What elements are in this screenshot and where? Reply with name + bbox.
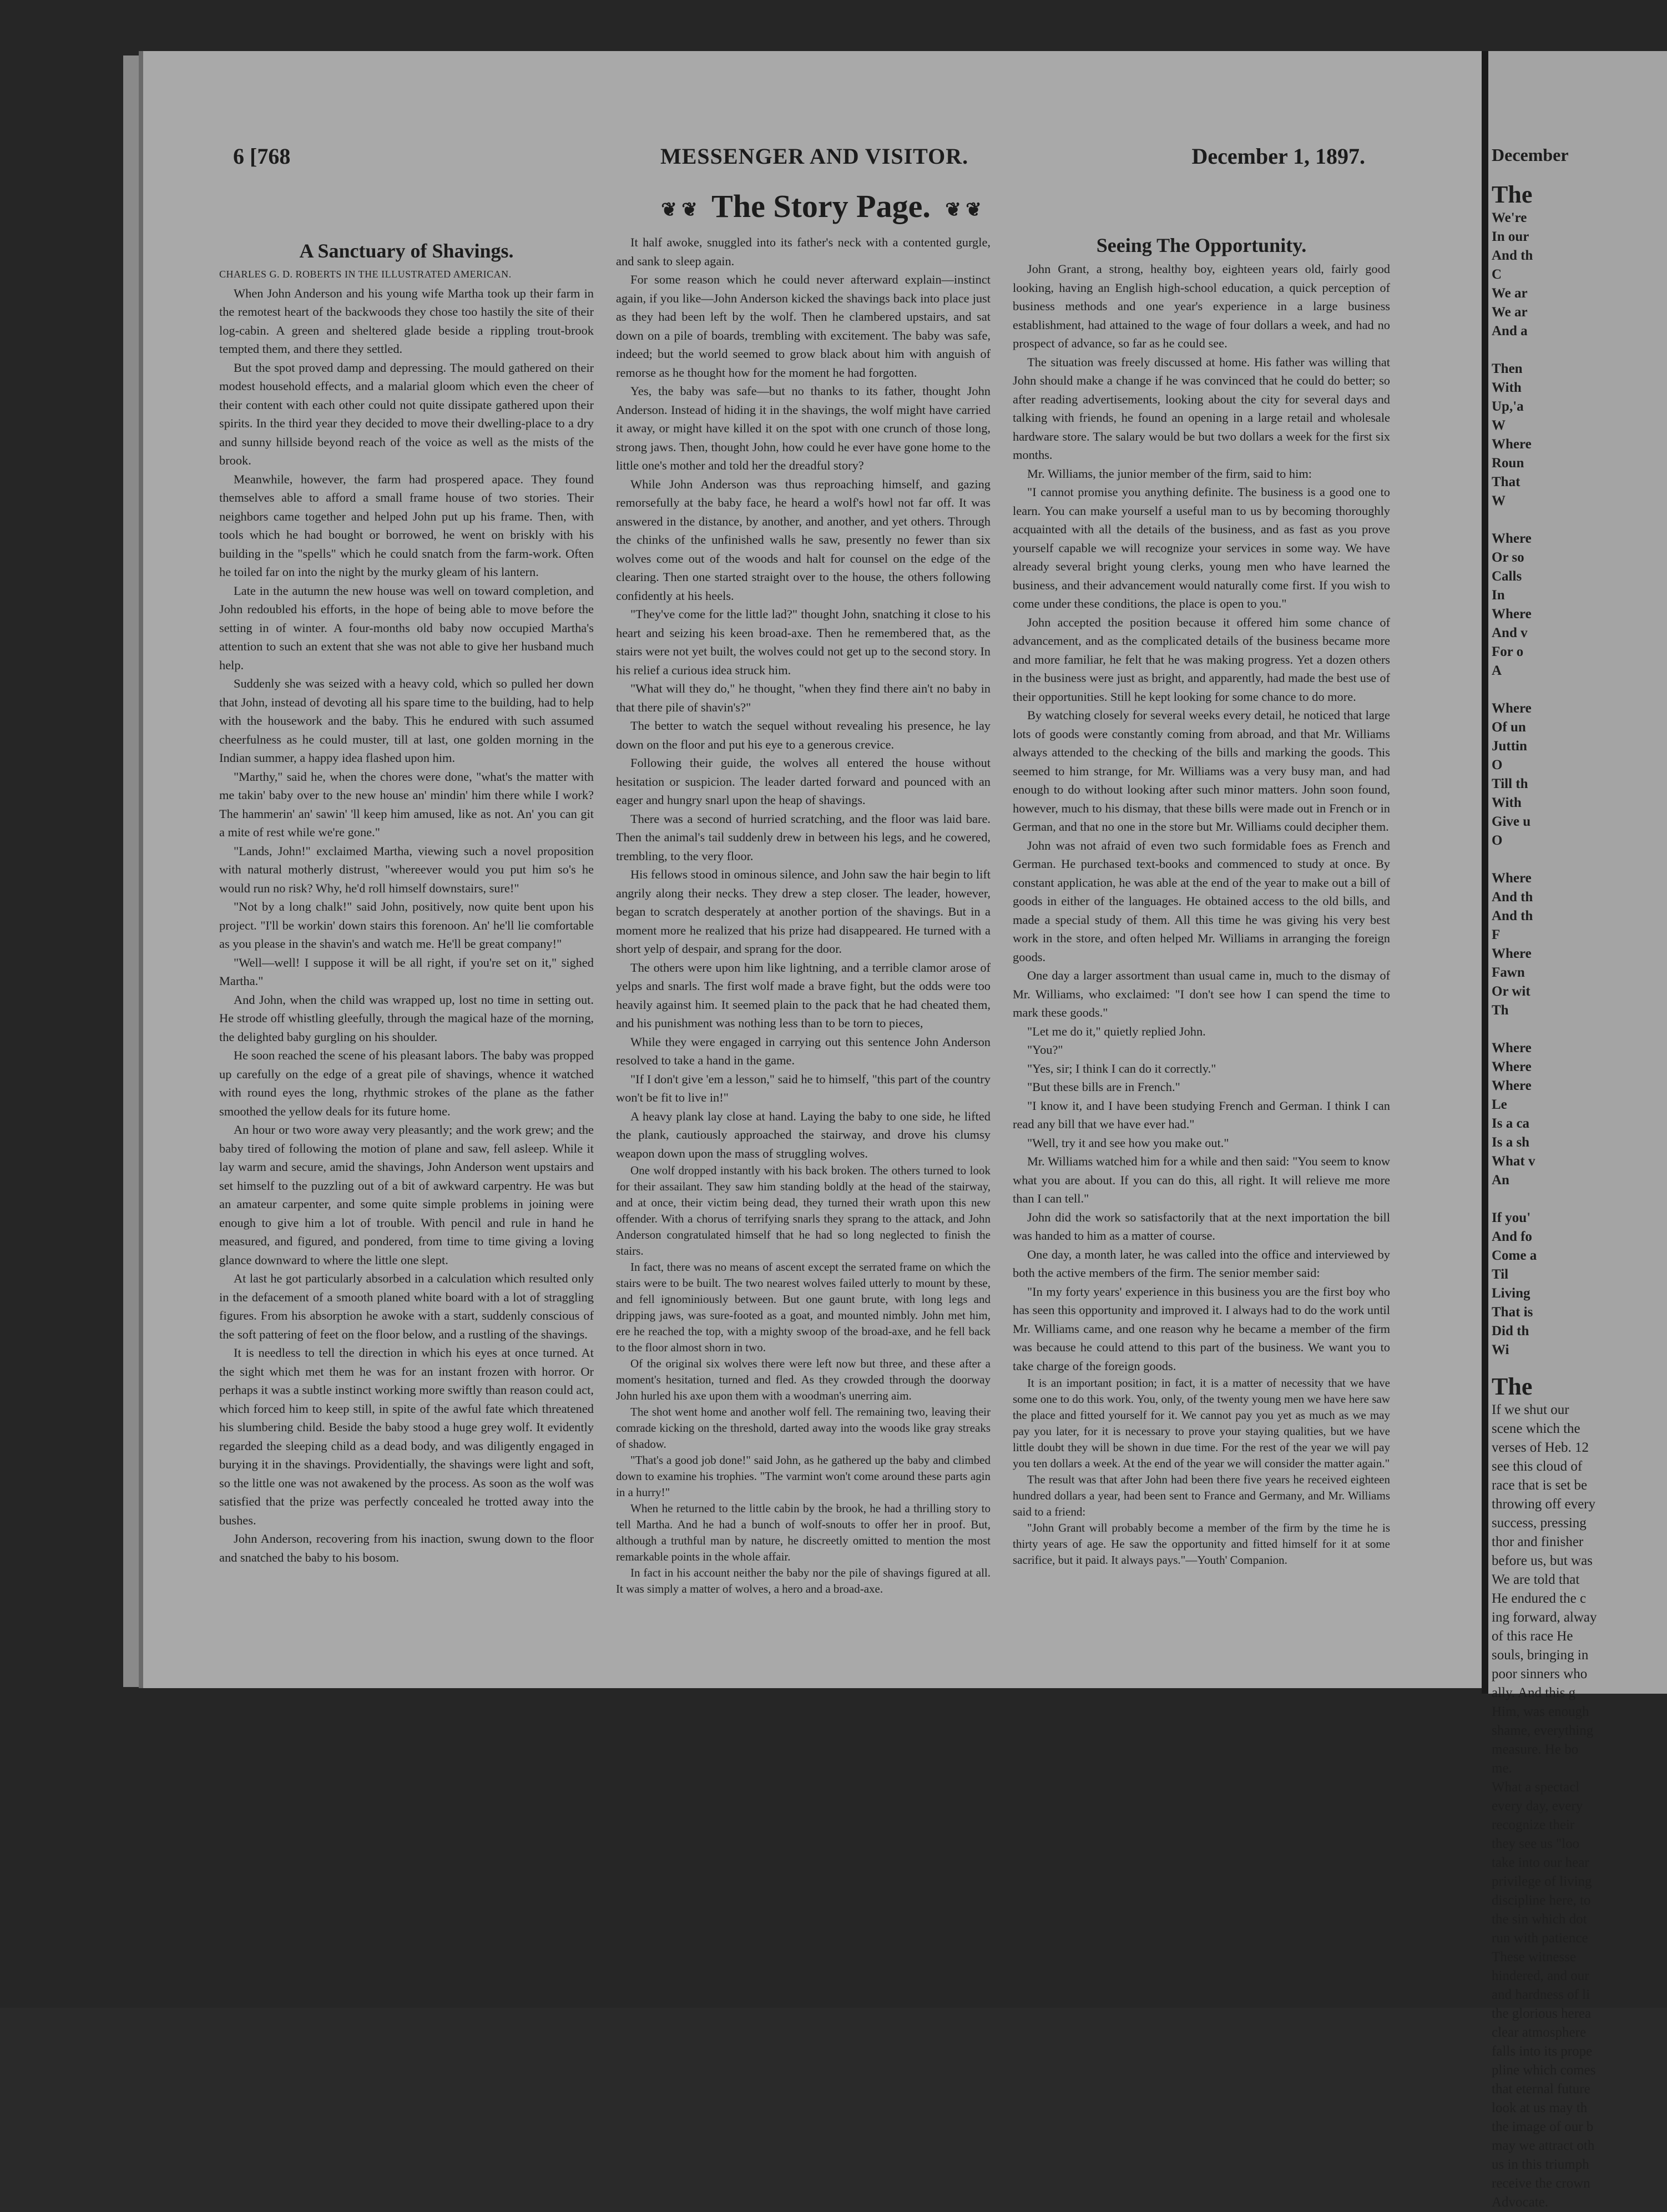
paragraph: John Anderson, recovering from his inaction, swung down to the floor and snatched the baby to his bosom. [219,1532,594,1564]
poem-line: And fo [1492,1229,1532,1244]
ornament-right-icon: ❦ ❦ [945,199,982,220]
paragraph: Suddenly she was seized with a heavy cold, which so pulled her down that John, instead of devoting all his spare time to the building, had to help with the housework and the baby. This he endured with such assumed cheerfulness as he could muster, till at last, one golden morning in the Indian summer, a happy idea flashed upon him. [219,676,594,765]
prose-line: recognize their [1492,1817,1575,1832]
poem-line: Where [1492,871,1532,886]
poem-line: Till th [1492,776,1528,791]
paragraph: Mr. Williams watched him for a while and then said: "You seem to know what you are about. If you can do this, all right. It will relieve me more than I can tell." [1013,1154,1390,1205]
prose-line: throwing off every [1492,1497,1595,1512]
paragraph: Mr. Williams, the junior member of the firm, said to him: [1027,466,1312,481]
poem-line: Where [1492,531,1532,546]
prose-line: take into our hear [1492,1855,1589,1870]
prose-line: of this race He [1492,1629,1573,1644]
paragraph: A heavy plank lay close at hand. Laying the baby to one side, he lifted the plank, cautiously approached the stairway, and drove his clumsy weapon down upon the mass of struggling wolves. [616,1109,991,1160]
paragraph: "But these bills are in French." [1027,1080,1180,1094]
adjacent-prose [1488,1401,1667,2212]
poem-line: In our [1492,229,1529,244]
adjacent-header: December [1492,145,1569,165]
prose-line: the sin which dot [1492,1912,1587,1927]
story-continuation-small [616,1163,991,1597]
poem-line: And v [1492,625,1528,640]
poem-line: C [1492,267,1502,282]
poem-line: Where [1492,701,1532,716]
prose-line: see this cloud of [1492,1459,1583,1474]
paragraph: Of the original six wolves there were left now but three, and these after a moment's hesitation, turned and fled. As they crowded through the doorway John hurled his axe upon them with a woodman's unerring aim. [616,1357,991,1402]
poem-line: Or wit [1492,984,1530,999]
paragraph: John did the work so satisfactorily that at the next importation the bill was handed to him as a matter of course. [1013,1210,1390,1243]
adjacent-title-2: The [1492,1373,1533,1400]
paragraph: He soon reached the scene of his pleasant labors. The baby was propped up carefully on the edge of a great pile of shavings, whence it watched with round eyes the long, rhythmic strokes of the plane as the father smoothed the yellow deals for its future home. [219,1048,594,1118]
paragraph: When John Anderson and his young wife Martha took up their farm in the remotest heart of the backwoods they chose too hastily the site of their log-cabin. A green and sheltered glade beside a rippling trout-brook tempted them, and there they settled. [219,286,594,356]
prose-line: every day, every [1492,1799,1583,1814]
prose-line: privilege of living [1492,1874,1592,1889]
poem-line: Come a [1492,1248,1537,1263]
prose-line: race that is set be [1492,1478,1588,1493]
poem-line: Is a sh [1492,1135,1530,1150]
poem-line: That [1492,474,1520,489]
story-continuation [616,233,991,1163]
prose-line: ing forward, alway [1492,1610,1597,1625]
prose-line: thor and finisher [1492,1534,1584,1549]
paragraph: "That's a good job done!" said John, as he gathered up the baby and climbed down to examine his trophies. "The varmint won't come around these parts agin in a hurry!" [616,1453,991,1499]
poem-line: If you' [1492,1210,1531,1225]
prose-line: shame, everything [1492,1723,1594,1738]
prose-line: He endured the c [1492,1591,1587,1606]
poem-line: Th [1492,1003,1509,1018]
paragraph: "You?" [1027,1043,1063,1057]
story-body [219,284,594,1567]
paragraph: "Let me do it," quietly replied John. [1027,1024,1206,1038]
section-title-text: The Story Page. [711,188,931,224]
paragraph: In fact in his account neither the baby nor the pile of shavings figured at all. It was simply a matter of wolves, a hero and a broad-axe. [616,1566,991,1595]
poem-line: Of un [1492,720,1526,735]
page-header [233,143,1365,176]
poem-line: F [1492,927,1501,942]
poem-line: W [1492,418,1506,433]
story-title: Seeing The Opportunity. [1096,234,1307,256]
section-title [599,188,1043,225]
paragraph: One day a larger assortment than usual came in, much to the dismay of Mr. Williams, who exclaimed: "I don't see how I can spend the time to mark these goods." [1013,968,1390,1019]
poem-line: O [1492,833,1503,848]
prose-line: verses of Heb. 12 [1492,1440,1589,1455]
prose-line: hindered, and our [1492,1968,1589,1983]
poem-line [1488,511,1667,529]
paragraph: It is needless to tell the direction in which his eyes at once turned. At the sight which met them he was for an instant frozen with horror. Or perhaps it was a subtle instinct working more swiftly than reason could act, which forced him to keep still, in spite of the awful fate which threatened his slumbering child. Beside the baby stood a huge grey wolf. It evidently regarded the sleeping child as a dead body, and was diligently engaged in burying it in the shavings. Providentially, the shavings were light and soft, so the little one was not awakened by the process. As soon as the wolf was satisfied that the prize was perfectly concealed he trotted away into the bushes. [219,1346,594,1527]
paragraph: Late in the autumn the new house was well on toward completion, and John redoubled his efforts, in the hope of being able to move before the setting in of winter. A four-months old baby now occupied Martha's attention to such an extent that she was not able to give her husband much help. [219,583,594,672]
paragraph: John was not afraid of even two such formidable foes as French and German. He purchased text-books and commenced to study at once. By constant application, he was able at the end of the year to make out a bill of goods in either of the languages. He obtained access to the old bills, and made a special study of them. All this time he was giving his very best work in the store, and often helped Mr. Williams in arranging the foreign goods. [1013,838,1390,964]
poem-line: Then [1492,361,1523,376]
paragraph: "John Grant will probably become a member of the firm by the time he is thirty years of age. He saw the opportunity and fitted himself for it at some sacrifice, but it paid. It always pays."—Youth' Companion. [1013,1521,1390,1567]
story-byline: CHARLES G. D. ROBERTS IN THE ILLUSTRATED AMERICAN. [219,269,512,280]
paragraph: Following their guide, the wolves all entered the house without hesitation or suspicion. The leader darted forward and pounced with an eager and hungry snarl upon the heap of shavings. [616,756,991,807]
prose-line: discipline here, to [1492,1893,1591,1908]
poem-line: What v [1492,1154,1535,1169]
prose-line: success, pressing [1492,1516,1587,1531]
paragraph: John Grant, a strong, healthy boy, eighteen years old, fairly good looking, having an English high-school education, a quick perception of business methods and one year's experience in a large business establishment, had attained to the wage of four dollars a week, and had no prospect of advance, so far as he could see. [1013,262,1390,350]
prose-line: clear atmosphere [1492,2025,1587,2040]
paragraph: The situation was freely discussed at home. His father was willing that John should make a change if he was convinced that he could do better; so after reading advertisements, looking about the city for several days and talking with friends, he found an opening in a large retail and wholesale hardware store. The salary would be but two dollars a week for the first six months. [1013,355,1390,462]
prose-line: We are told that [1492,1572,1580,1587]
prose-line: the glorious herea [1492,2006,1592,2021]
poem-line: With [1492,380,1522,395]
paragraph: "They've come for the little lad?" thought John, snatching it close to his heart and seizing his keen broad-axe. Then he remembered that, as the stairs were not yet built, the wolves could not get up to the second story. In his relief a curious idea struck him. [616,607,991,677]
paragraph: Yes, the baby was safe—but no thanks to its father, thought John Anderson. Instead of hiding it in the shavings, the wolf might have carried it away, or might have killed it on the spot with one crunch of those long, strong jaws. Then, thought John, how could he ever have gone home to the little one's mother and told her the dreadful story? [616,384,991,472]
paragraph: An hour or two wore away very pleasantly; and the work grew; and the baby tired of following the motion of plane and saw, fell asleep. While it lay warm and secure, amid the shavings, John Anderson went upstairs and set himself to the puzzling out of a bit of awkward carpentry. He was but an amateur carpenter, and some quite simple problems in joining were enough to give him a lot of trouble. With pencil and rule in hand he measured, and figured, and pondered, from time to time giving a loving glance downward to where the little one slept. [219,1123,594,1267]
poem-line: An [1492,1173,1509,1188]
paragraph: The better to watch the sequel without revealing his presence, he lay down on the floor and put his eye to a generous crevice. [616,719,991,751]
prose-line: me. [1492,1761,1512,1776]
poem-line: Juttin [1492,739,1527,754]
poem-line: A [1492,663,1502,678]
paragraph: "If I don't give 'em a lesson," said he to himself, "this part of the country won't be fit to live in!" [616,1072,991,1104]
poem-line: And th [1492,908,1533,923]
prose-line: Him, was enough [1492,1704,1589,1719]
paragraph: It is an important position; in fact, it is a matter of necessity that we have some one to do this work. You, only, of the twenty young men we have here saw the place and fitted yourself for it. We cannot pay you yet as much as we may pay you later, for it is necessary to prove your staying qualities, but we have little doubt they will be shown in due time. For the rest of the year we will pay you ten dollars a week. At the end of the year we will consider the matter again." [1013,1376,1390,1470]
column-2 [616,233,991,1676]
paragraph: "What will they do," he thought, "when they find there ain't no baby in that there pile of shavin's?" [616,681,991,714]
prose-line: ally. And this g [1492,1685,1576,1700]
prose-line: receive the crown [1492,2176,1590,2191]
paragraph: His fellows stood in ominous silence, and John saw the hair begin to lift angrily along their necks. They drew a step closer. The leader, however, began to scratch desperately at another portion of the shavings. But in a moment more he realized that his prize had disappeared. He turned with a short yelp of despair, and sprang for the door. [616,867,991,956]
poem-line: In [1492,588,1505,603]
poem-line [1488,850,1667,869]
prose-line: and hardness of li [1492,1987,1590,2002]
paragraph: "I cannot promise you anything definite. The business is a good one to learn. You can make yourself a useful man to us by becoming thoroughly acquainted with all the details of the business, and as fast as you prove yourself capable we will recognize your services in some way. We have already several bright young clerks, young men who have learned the business, and their advancement would naturally come first. If you wish to come under these conditions, the place is open to you." [1013,485,1390,610]
paragraph: While John Anderson was thus reproaching himself, and gazing remorsefully at the baby face, he heard a wolf's howl not far off. It was answered in the distance, by another, and another, and yet others. Through the chinks of the unfinished walls he saw, presently no fewer than six wolves come out of the woods and halt for counsel on the edge of the clearing. Then one started straight over to the house, the others following confidently at his heels. [616,477,991,603]
prose-line: that eternal future [1492,2082,1590,2097]
poem-line [1488,1020,1667,1039]
poem-line [1488,1190,1667,1209]
poem-line: Up,'a [1492,399,1524,414]
story-title: A Sanctuary of Shavings. [299,240,514,262]
paragraph: "I know it, and I have been studying French and German. I think I can read any bill that we have ever had." [1013,1098,1390,1131]
paragraph: For some reason which he could never afterward explain—instinct again, if you like—John Anderson kicked the shavings back into place just as they had been left by the wolf. Then he clambered upstairs, and sat down on a pile of boards, trembling with excitement. The baby was safe, indeed; but the world seemed to grow black about him with anguish of remorse as he thought how for the moment he had forgotten. [616,272,991,380]
poem-line: Where [1492,1059,1532,1074]
poem-line: Where [1492,1078,1532,1093]
paragraph: One day, a month later, he was called into the office and interviewed by both the active members of the firm. The senior member said: [1013,1247,1390,1280]
prose-line: us in this triumph [1492,2157,1589,2172]
paragraph: The others were upon him like lightning, and a terrible clamor arose of yelps and snarls. The first wolf made a brave fight, but the odds were too heavily against him. It seemed plain to the pack that he had cheated them, and his punishment was nothing less than to be torn to pieces, [616,960,991,1030]
poem-line: W [1492,493,1506,508]
prose-line: pline which comes [1492,2063,1596,2078]
paragraph: John accepted the position because it offered him some chance of advancement, and as the complicated details of the business became more and more familiar, he felt that he was making progress. Yet a dozen others in the business were just as bright, and apparently, had made the best use of their opportunities. Still he kept looking for some chance to do more. [1013,615,1390,704]
paragraph: But the spot proved damp and depressing. The mould gathered on their modest household effects, and a malarial gloom which even the cheer of their content with each other could not quite dissipate gathered upon their spirits. In the third year they decided to move their dwelling-place to a dry and sunny hillside beyond reach of the voice as well as the mists of the brook. [219,360,594,467]
paragraph: At last he got particularly absorbed in a calculation which resulted only in the defacement of a smooth planed white board with a lot of straggling figures. From his absorption he awoke with a start, suddenly conscious of the soft pattering of feet on the floor below, and a rustling of the shavings. [219,1271,594,1341]
prose-line: scene which the [1492,1421,1580,1436]
adjacent-page-fragment [1488,51,1667,2210]
paragraph: When he returned to the little cabin by the brook, he had a thrilling story to tell Martha. And he had a bunch of wolf-snouts to offer her in proof. But, although a truthful man by nature, he discreetly omitted to mention the most remarkable points in the whole affair. [616,1502,991,1563]
poem-line: Roun [1492,456,1524,471]
poem-line: Fawn [1492,965,1525,980]
column-3 [1013,233,1390,1654]
page-number: 6 [768 [233,144,291,169]
paragraph: The result was that after John had been there five years he received eighteen hundred dollars a year, had been sent to France and Germany, and Mr. Williams said to a friend: [1013,1473,1390,1518]
paragraph: While they were engaged in carrying out this sentence John Anderson resolved to take a hand in the game. [616,1034,991,1067]
paragraph: "Well, try it and see how you make out." [1027,1135,1229,1150]
poem-line: We ar [1492,286,1528,301]
paragraph: In fact, there was no means of ascent except the serrated frame on which the stairs were to be built. The two nearest wolves failed utterly to mount by these, and fell ignominiously between. But one gaunt brute, with long legs and dripping jaws, was sure-footed as a goat, and mounted nimbly. John met him, ere he reached the top, with a mighty swoop of the broad-axe, and he fell back to the floor almost shorn in two. [616,1260,991,1354]
poem-line: Where [1492,946,1532,961]
poem-line: Is a ca [1492,1116,1530,1131]
masthead: MESSENGER AND VISITOR. [660,144,969,169]
poem-line: Where [1492,437,1532,452]
poem-line: That is [1492,1305,1533,1320]
prose-line: before us, but was [1492,1553,1593,1568]
ornament-left-icon: ❦ ❦ [661,199,698,220]
poem-line: And th [1492,248,1533,263]
poem-line: Wi [1492,1342,1509,1357]
paragraph: It half awoke, snuggled into its father's neck with a contented gurgle, and sank to sleep again. [616,235,991,268]
prose-line: souls, bringing in [1492,1648,1589,1663]
poem-line: Or so [1492,550,1524,565]
story-body-small [1013,1375,1390,1568]
paragraph: The shot went home and another wolf fell. The remaining two, leaving their comrade kicking on the threshold, darted away into the woods like gray streaks of shadow. [616,1405,991,1451]
prose-line: may we attract oth [1492,2138,1595,2153]
poem-line: Did th [1492,1324,1529,1339]
poem-line: With [1492,795,1522,810]
paragraph: "Lands, John!" exclaimed Martha, viewing such a novel proposition with natural motherly distrust, "whereever would you put him so's he would run no risk? Why, he'd roll himself downstairs, sure!" [219,844,594,895]
paragraph: And John, when the child was wrapped up, lost no time in setting out. He strode off whistling gleefully, through the magical haze of the morning, the delighted baby gurgling on his shoulder. [219,992,594,1044]
story-body [1013,260,1390,1375]
prose-line: These witnesse [1492,1950,1577,1964]
prose-line: What a spectacl [1492,1780,1580,1795]
prose-line: they see us "loo [1492,1836,1580,1851]
adjacent-poem [1488,209,1667,1360]
poem-line [1488,680,1667,699]
prose-line: look at us may th [1492,2100,1588,2115]
paragraph: "Yes, sir; I think I can do it correctly." [1027,1061,1216,1075]
issue-date: December 1, 1897. [1191,144,1365,169]
poem-line: And a [1492,324,1528,339]
poem-line [1488,341,1667,360]
prose-line: measure. He bo [1492,1742,1579,1757]
poem-line: Where [1492,1041,1532,1056]
prose-line: If we shut our [1492,1402,1569,1417]
paragraph: One wolf dropped instantly with his back broken. The others turned to look for their assailant. They saw him standing boldly at the head of the stairway, and at once, their victim being dead, they turned their wrath upon this new offender. With a chorus of terrifying snarls they sprang to the attack, and John Anderson congratulated himself that he had so long neglected to finish the stairs. [616,1164,991,1257]
poem-line: For o [1492,644,1524,659]
poem-line: And th [1492,890,1533,905]
paragraph: "Well—well! I suppose it will be all right, if you're set on it," sighed Martha." [219,955,594,988]
paragraph: "Marthy," said he, when the chores were done, "what's the matter with me takin' baby over to the new house an' mindin' him there while I work? The hammerin' an' sawin' 'll keep him amused, like as not. An' you can git a mite of rest while we're gone." [219,769,594,839]
poem-line: Living [1492,1286,1530,1301]
prose-line: Advocate. [1492,2195,1549,2210]
paragraph: Meanwhile, however, the farm had prospered apace. They found themselves able to afford a small frame house of two stories. Their neighbors came together and helped John put up his frame. Then, with tools which he had bought or borrowed, he went on briskly with his building in the "spells" which he could snatch from the farm-work. Often he toiled far on into the night by the murky gleam of his lantern. [219,472,594,579]
paragraph: "In my forty years' experience in this business you are the first boy who has seen this opportunity and improved it. I always had to do the work until Mr. Williams came, and one reason why he became a member of the firm was because he could attend to this part of the business. We want you to take charge of the foreign goods. [1013,1284,1390,1373]
poem-line: Le [1492,1097,1507,1112]
poem-line: Calls [1492,569,1522,584]
poem-line: Where [1492,607,1532,622]
poem-line: O [1492,757,1503,772]
prose-line: run with patience [1492,1931,1588,1946]
column-1 [219,233,594,1654]
paragraph: "Not by a long chalk!" said John, positively, now quite bent upon his project. "I'll be workin' down stairs this forenoon. An' he'll lie comfortable as you please in the shavin's and watch me. He'll be great company!" [219,900,594,951]
prose-line: falls into its prope [1492,2044,1593,2059]
prose-line: the image of our b [1492,2119,1594,2134]
paragraph: There was a second of hurried scratching, and the floor was laid bare. Then the animal's tail suddenly drew in between his legs, and he cowered, trembling, to the very floor. [616,811,991,863]
prose-line: poor sinners who [1492,1666,1588,1681]
poem-line: We're [1492,210,1527,225]
poem-line: Give u [1492,814,1531,829]
paragraph: By watching closely for several weeks every detail, he noticed that large lots of goods were constantly coming from abroad, and that Mr. Williams always attended to the checking of the bills and marking the goods. This seemed to him strange, for Mr. Williams was a very busy man, and had enough to do without looking after such minor matters. John soon found, however, much to his dismay, that these bills were made out in French or in German, and that no one in the store but Mr. Williams could decipher them. [1013,708,1390,834]
adjacent-title: The [1492,181,1533,208]
page-gutter [1482,51,1488,1694]
poem-line: We ar [1492,305,1528,320]
poem-line: Til [1492,1267,1509,1282]
